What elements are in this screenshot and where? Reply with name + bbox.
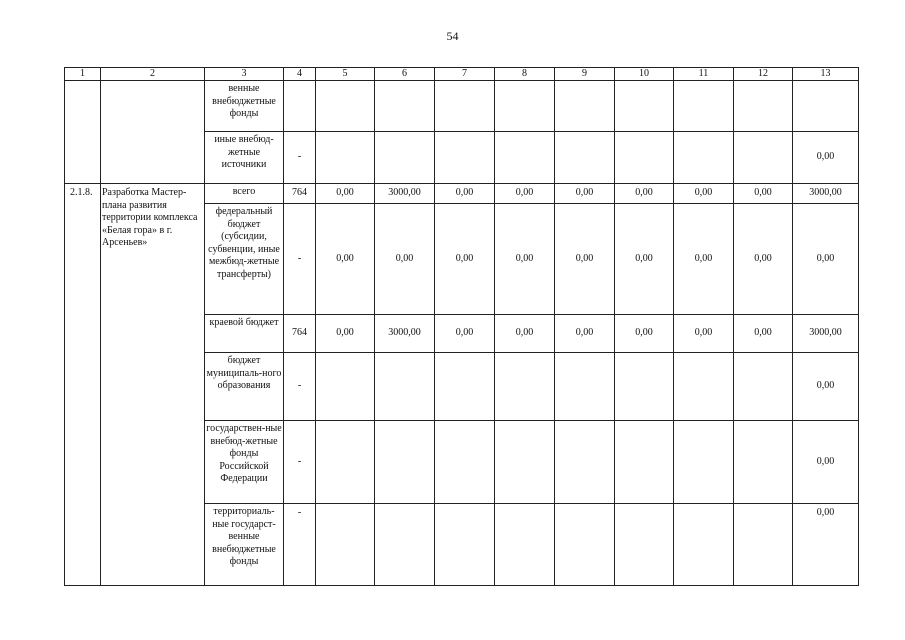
header-cell: 12 [734, 68, 793, 81]
code-cell: - [284, 132, 316, 184]
value-cell: 0,00 [316, 315, 375, 353]
value-cell [495, 132, 555, 184]
value-cell [435, 421, 495, 504]
value-cell: 0,00 [793, 504, 859, 586]
value-cell [674, 132, 734, 184]
value-cell: 3000,00 [793, 184, 859, 204]
code-cell [284, 81, 316, 132]
code-cell: - [284, 504, 316, 586]
value-cell: 3000,00 [375, 315, 435, 353]
value-cell [615, 353, 674, 421]
page-number: 54 [446, 29, 459, 43]
value-cell [495, 353, 555, 421]
value-cell: 0,00 [555, 184, 615, 204]
header-cell: 3 [205, 68, 284, 81]
value-cell [615, 504, 674, 586]
value-cell [495, 504, 555, 586]
value-cell [375, 353, 435, 421]
value-cell [435, 353, 495, 421]
value-cell [615, 132, 674, 184]
code-cell: 764 [284, 184, 316, 204]
value-cell: 3000,00 [375, 184, 435, 204]
value-cell [375, 504, 435, 586]
value-cell: 0,00 [435, 315, 495, 353]
empty-name-cell [101, 81, 205, 184]
value-cell [615, 81, 674, 132]
header-cell: 4 [284, 68, 316, 81]
value-cell [793, 81, 859, 132]
value-cell [435, 504, 495, 586]
table-row [65, 81, 859, 132]
header-cell: 5 [316, 68, 375, 81]
value-cell [316, 421, 375, 504]
value-cell [674, 353, 734, 421]
value-cell [375, 132, 435, 184]
header-cell: 8 [495, 68, 555, 81]
table-row [65, 184, 859, 204]
header-cell: 10 [615, 68, 674, 81]
value-cell: 0,00 [734, 204, 793, 315]
value-cell: 0,00 [793, 353, 859, 421]
header-cell: 13 [793, 68, 859, 81]
value-cell: 0,00 [495, 184, 555, 204]
value-cell: 0,00 [495, 315, 555, 353]
value-cell: 0,00 [435, 184, 495, 204]
funding-source-cell: федеральный бюджет (субсидии, субвенции, иные межбюд-жетные трансферты) [205, 204, 284, 315]
value-cell [495, 421, 555, 504]
value-cell [615, 421, 674, 504]
value-cell: 0,00 [793, 132, 859, 184]
value-cell: 0,00 [674, 204, 734, 315]
value-cell [734, 504, 793, 586]
value-cell: 0,00 [435, 204, 495, 315]
value-cell [316, 353, 375, 421]
empty-number-cell [65, 81, 101, 184]
value-cell: 0,00 [495, 204, 555, 315]
value-cell: 0,00 [793, 421, 859, 504]
value-cell: 0,00 [316, 184, 375, 204]
value-cell [555, 353, 615, 421]
value-cell [435, 81, 495, 132]
value-cell [555, 132, 615, 184]
value-cell [435, 132, 495, 184]
value-cell [555, 81, 615, 132]
funding-source-cell: государствен-ные внебюд-жетные фонды Российской Федерации [205, 421, 284, 504]
value-cell: 0,00 [375, 204, 435, 315]
value-cell: 0,00 [555, 315, 615, 353]
value-cell [734, 421, 793, 504]
value-cell [674, 81, 734, 132]
code-cell: 764 [284, 315, 316, 353]
value-cell: 0,00 [555, 204, 615, 315]
value-cell: 0,00 [615, 184, 674, 204]
value-cell [674, 504, 734, 586]
value-cell: 0,00 [674, 184, 734, 204]
code-cell: - [284, 204, 316, 315]
value-cell [495, 81, 555, 132]
value-cell [555, 421, 615, 504]
funding-source-cell: иные внебюд-жетные источники [205, 132, 284, 184]
value-cell [316, 504, 375, 586]
value-cell [734, 81, 793, 132]
table-header-row [65, 68, 859, 81]
value-cell: 0,00 [316, 204, 375, 315]
value-cell [734, 132, 793, 184]
value-cell: 0,00 [674, 315, 734, 353]
value-cell [316, 132, 375, 184]
value-cell: 3000,00 [793, 315, 859, 353]
value-cell: 0,00 [734, 184, 793, 204]
item-name: Разработка Мастер-плана развития территории комплекса «Белая гора» в г. Арсеньев» [101, 184, 205, 586]
value-cell [375, 421, 435, 504]
header-cell: 1 [65, 68, 101, 81]
header-cell: 2 [101, 68, 205, 81]
header-cell: 11 [674, 68, 734, 81]
value-cell: 0,00 [734, 315, 793, 353]
value-cell: 0,00 [793, 204, 859, 315]
header-cell: 6 [375, 68, 435, 81]
code-cell: - [284, 421, 316, 504]
value-cell [674, 421, 734, 504]
funding-source-cell: бюджет муниципаль-ного образования [205, 353, 284, 421]
funding-source-cell: краевой бюджет [205, 315, 284, 353]
value-cell: 0,00 [615, 315, 674, 353]
code-cell: - [284, 353, 316, 421]
header-cell: 9 [555, 68, 615, 81]
header-cell: 7 [435, 68, 495, 81]
budget-table [64, 67, 859, 586]
funding-source-cell: венные внебюджетные фонды [205, 81, 284, 132]
funding-source-cell: территориаль-ные государст-венные внебюджетные фонды [205, 504, 284, 586]
value-cell: 0,00 [615, 204, 674, 315]
funding-source-cell: всего [205, 184, 284, 204]
item-number: 2.1.8. [65, 184, 101, 586]
value-cell [555, 504, 615, 586]
value-cell [316, 81, 375, 132]
value-cell [375, 81, 435, 132]
value-cell [734, 353, 793, 421]
